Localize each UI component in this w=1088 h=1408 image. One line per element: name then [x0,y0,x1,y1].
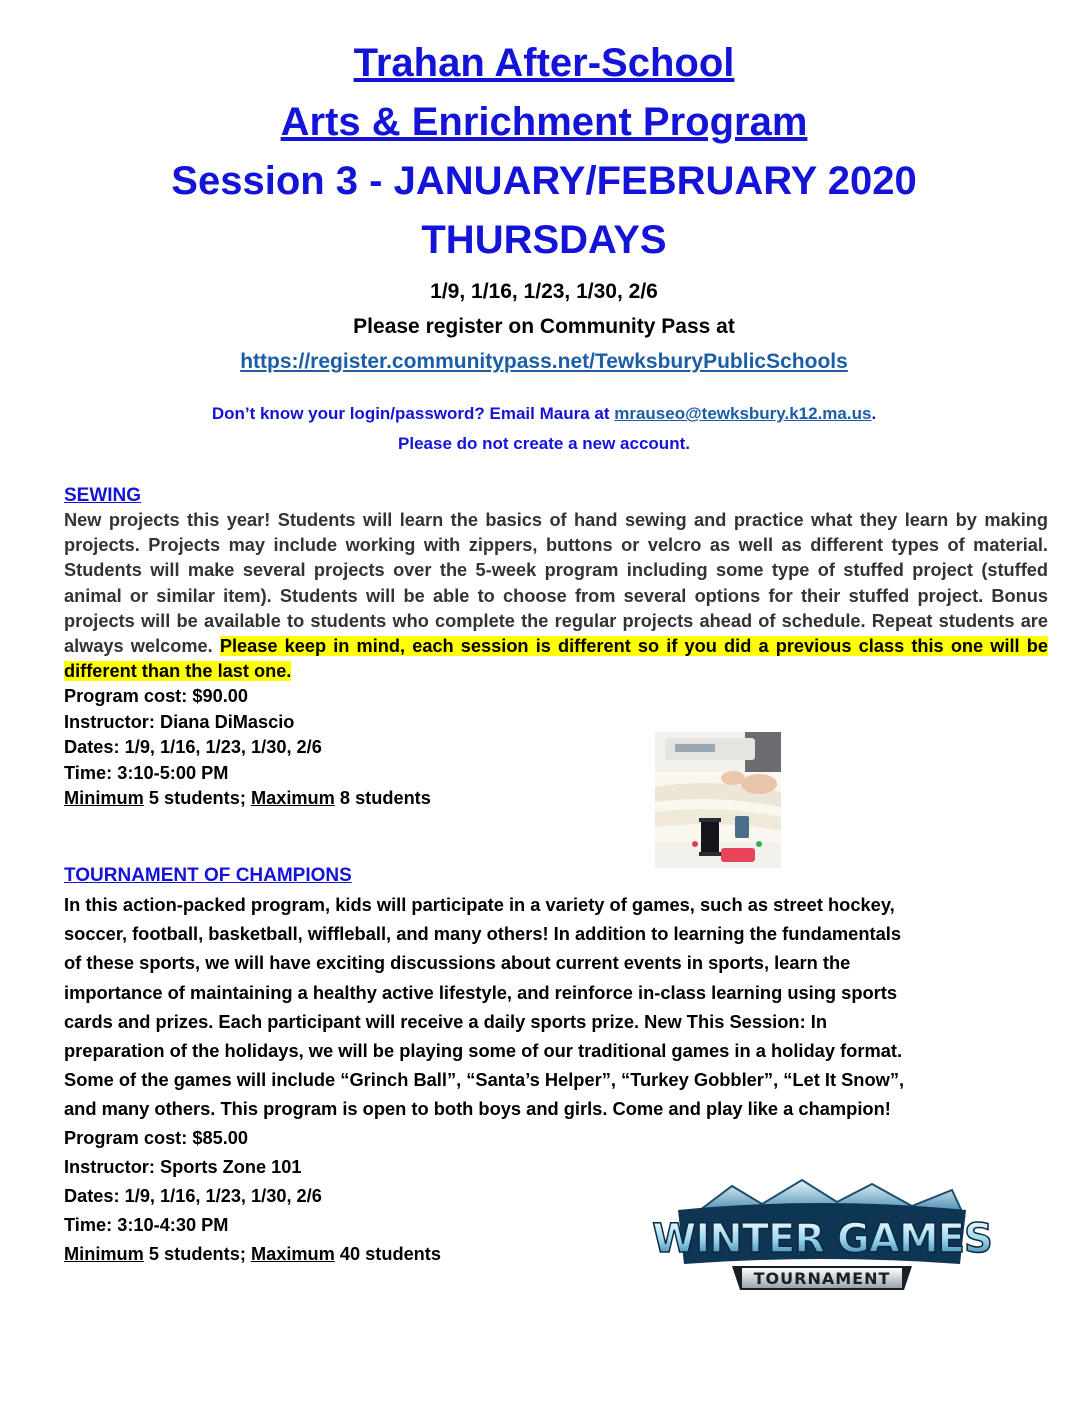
tournament-max-text: 40 students [334,1244,441,1265]
tournament-cost: Program cost: $85.00 [64,1127,248,1148]
sewing-enrollment [64,786,1048,811]
logo-title: WINTER GAMES [652,1216,992,1262]
tournament-description-line: soccer, football, basketball, wiffleball, and many others! In addition to learning the fundamentals [64,923,902,945]
winter-games-logo [652,1176,992,1300]
no-new-account-text: Please do not create a new account. [398,434,690,453]
logo-subtitle: TOURNAMENT [753,1269,891,1288]
sewing-min-text: 5 students; [143,788,251,809]
sewing-title: SEWING [64,485,142,506]
login-help-suffix: . [871,404,877,423]
header [0,34,1088,379]
login-notice [0,399,1088,459]
tournament-description-line: importance of maintaining a healthy active lifestyle, and reinforce in-class learning using sports [64,981,898,1003]
sewing-description [64,508,1048,684]
tournament-description-line: Some of the games will include “Grinch Ball”, “Santa’s Helper”, “Turkey Gobbler”, “Let It Snow”, [64,1069,905,1091]
tournament-instructor: Instructor: Sports Zone 101 [64,1156,302,1177]
sewing-description-text: New projects this year! Students will learn the basics of hand sewing and practice what they learn by making projects. Projects may include working with zippers, buttons or velcro as well as different types of material. Students will make several projects over the 5-week program including some type of stuffed project (stuffed animal or similar item). Students will be able to choose from several options for their stuffed project. Bonus projects will be available to students who complete the regular projects ahead of schedule. Repeat students are always welcome. [64,510,1048,657]
title-line-1: Trahan After-School [353,41,735,85]
tournament-title: TOURNAMENT OF CHAMPIONS [64,865,352,886]
title-line-4: THURSDAYS [421,218,667,262]
sewing-photo [655,732,781,868]
tournament-min-text: 5 students; [143,1244,251,1265]
sewing-highlight: Please keep in mind, each session is different so if you did a previous class this one will be different than the last one. [64,636,1048,682]
tournament-time: Time: 3:10-4:30 PM [64,1215,229,1236]
sewing-photo-illustration [655,732,781,868]
register-text: Please register on Community Pass at [353,315,735,338]
session-dates: 1/9, 1/16, 1/23, 1/30, 2/6 [430,280,658,303]
title-line-3: Session 3 - JANUARY/FEBRUARY 2020 [171,159,917,203]
tournament-description [64,890,1048,1124]
sewing-max-label: Maximum [250,788,335,809]
email-link[interactable]: mrauseo@tewksbury.k12.ma.us [614,404,872,423]
login-help-line [0,399,1088,429]
tournament-description-line: cards and prizes. Each participant will receive a daily sports prize. New This Session: In [64,1010,827,1032]
sewing-dates: Dates: 1/9, 1/16, 1/23, 1/30, 2/6 [64,737,322,758]
tournament-description-line: In this action-packed program, kids will participate in a variety of games, such as street hockey, [64,894,895,915]
sewing-instructor: Instructor: Diana DiMascio [64,711,295,732]
title-line-2: Arts & Enrichment Program [280,100,808,144]
winter-games-logo-art [652,1176,992,1300]
register-link-line [0,344,1088,379]
tournament-max-label: Maximum [250,1244,335,1265]
sewing-max-text: 8 students [334,788,431,809]
sewing-time: Time: 3:10-5:00 PM [64,762,229,783]
tournament-dates: Dates: 1/9, 1/16, 1/23, 1/30, 2/6 [64,1186,322,1207]
tournament-description-line: preparation of the holidays, we will be playing some of our traditional games in a holiday format. [64,1040,903,1062]
tournament-min-label: Minimum [64,1244,144,1265]
register-link[interactable]: https://register.communitypass.net/TewksburyPublicSchools [240,350,848,373]
sewing-section [64,484,1048,811]
login-help-text: Don’t know your login/password? Email Maura at [211,404,615,423]
tournament-description-line: and many others. This program is open to both boys and girls. Come and play like a champion! [64,1098,891,1120]
sewing-min-label: Minimum [64,788,144,809]
tournament-description-line: of these sports, we will have exciting discussions about current events in sports, learn the [64,952,851,974]
sewing-cost: Program cost: $90.00 [64,686,248,707]
